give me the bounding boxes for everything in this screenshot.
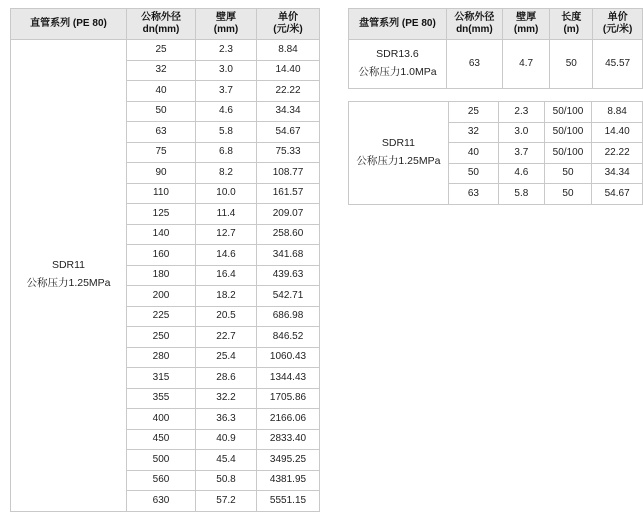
header-outer-diameter-line1: 公称外径 [454,12,495,23]
cell-length: 50 [544,184,592,205]
header-outer-diameter-line2: dn(mm) [142,24,180,35]
cell-unit-price: 686.98 [257,306,320,327]
cell-outer-diameter: 225 [127,306,196,327]
cell-outer-diameter: 63 [448,184,498,205]
cell-wall-thickness: 45.4 [196,450,257,471]
cell-unit-price: 22.22 [257,81,320,102]
coil-pipe-sdr11-panel [348,101,643,205]
cell-outer-diameter: 400 [127,409,196,430]
header-outer-diameter-line1: 公称外径 [141,12,181,23]
series-label-line2: 公称压力1.0MPa [358,66,437,78]
cell-outer-diameter: 140 [127,224,196,245]
cell-unit-price: 4381.95 [257,470,320,491]
cell-outer-diameter: 50 [448,163,498,184]
header-outer-diameter [127,9,196,40]
cell-wall-thickness: 3.0 [196,60,257,81]
cell-outer-diameter: 63 [446,40,502,89]
table-header-row [11,9,320,40]
cell-outer-diameter: 125 [127,204,196,225]
cell-unit-price: 54.67 [257,122,320,143]
cell-outer-diameter: 25 [448,102,498,123]
cell-wall-thickness: 20.5 [196,306,257,327]
cell-unit-price: 341.68 [257,245,320,266]
series-label-cell [349,40,447,89]
cell-wall-thickness: 11.4 [196,204,257,225]
cell-outer-diameter: 315 [127,368,196,389]
header-wall-thickness-line2: (mm) [213,24,239,35]
cell-outer-diameter: 63 [127,122,196,143]
cell-wall-thickness: 4.6 [499,163,545,184]
table-row [11,40,320,61]
cell-outer-diameter: 630 [127,491,196,512]
cell-length: 50/100 [544,122,592,143]
cell-wall-thickness: 22.7 [196,327,257,348]
header-wall-thickness-line2: (mm) [513,24,539,35]
cell-wall-thickness: 18.2 [196,286,257,307]
straight-pipe-panel [10,8,320,512]
cell-unit-price: 2833.40 [257,429,320,450]
cell-outer-diameter: 40 [127,81,196,102]
cell-wall-thickness: 4.6 [196,101,257,122]
header-unit-price-line1: 单价 [278,12,298,23]
cell-unit-price: 1060.43 [257,347,320,368]
series-label-line1: SDR13.6 [376,48,419,61]
cell-wall-thickness: 3.0 [499,122,545,143]
cell-unit-price: 108.77 [257,163,320,184]
cell-outer-diameter: 160 [127,245,196,266]
header-wall-thickness-line1: 壁厚 [216,12,236,23]
table-row [349,40,643,89]
header-wall-thickness [502,9,549,40]
cell-unit-price: 45.57 [593,40,643,89]
cell-unit-price: 14.40 [257,60,320,81]
header-wall-thickness [196,9,257,40]
cell-length: 50 [544,163,592,184]
cell-wall-thickness: 10.0 [196,183,257,204]
series-label-line1: SDR11 [381,136,415,149]
cell-outer-diameter: 50 [127,101,196,122]
cell-outer-diameter: 25 [127,40,196,61]
cell-unit-price: 34.34 [257,101,320,122]
cell-unit-price: 2166.06 [257,409,320,430]
header-unit-price-line1: 单价 [607,12,628,23]
cell-unit-price: 34.34 [592,163,643,184]
cell-outer-diameter: 450 [127,429,196,450]
cell-unit-price: 258.60 [257,224,320,245]
cell-unit-price: 22.22 [592,143,643,164]
cell-unit-price: 439.63 [257,265,320,286]
cell-unit-price: 14.40 [592,122,643,143]
cell-wall-thickness: 14.6 [196,245,257,266]
cell-outer-diameter: 75 [127,142,196,163]
cell-outer-diameter: 560 [127,470,196,491]
header-unit-price [593,9,643,40]
cell-outer-diameter: 180 [127,265,196,286]
cell-wall-thickness: 6.8 [196,142,257,163]
cell-length: 50 [550,40,593,89]
cell-outer-diameter: 355 [127,388,196,409]
cell-wall-thickness: 36.3 [196,409,257,430]
cell-unit-price: 209.07 [257,204,320,225]
cell-outer-diameter: 90 [127,163,196,184]
cell-unit-price: 75.33 [257,142,320,163]
coil-pipe-panel [348,8,643,89]
cell-wall-thickness: 25.4 [196,347,257,368]
cell-unit-price: 3495.25 [257,450,320,471]
coil-pipe-sdr11-table-body [349,102,643,205]
header-series-title: 盘管系列 (PE 80) [349,9,447,40]
coil-pipe-table-head [349,9,643,40]
coil-pipe-sdr11-table [348,101,643,205]
cell-length: 50/100 [544,143,592,164]
cell-unit-price: 8.84 [592,102,643,123]
header-outer-diameter-line2: dn(mm) [456,24,493,35]
straight-pipe-table-head [11,9,320,40]
series-label-line2: 公称压力1.25MPa [356,154,441,167]
coil-pipe-table-body [349,40,643,89]
header-wall-thickness-line1: 壁厚 [516,12,537,23]
cell-wall-thickness: 3.7 [196,81,257,102]
coil-pipe-table [348,8,643,89]
header-unit-price [257,9,320,40]
cell-length: 50/100 [544,102,592,123]
straight-pipe-table-body [11,40,320,512]
header-length-line1: 长度 [561,12,582,23]
series-label-line2: 公称压力1.25MPa [26,277,111,290]
cell-wall-thickness: 16.4 [196,265,257,286]
cell-outer-diameter: 500 [127,450,196,471]
straight-pipe-table [10,8,320,512]
cell-outer-diameter: 32 [127,60,196,81]
cell-outer-diameter: 280 [127,347,196,368]
cell-outer-diameter: 110 [127,183,196,204]
cell-outer-diameter: 32 [448,122,498,143]
cell-unit-price: 54.67 [592,184,643,205]
cell-wall-thickness: 32.2 [196,388,257,409]
cell-unit-price: 5551.15 [257,491,320,512]
cell-wall-thickness: 5.8 [499,184,545,205]
cell-unit-price: 161.57 [257,183,320,204]
cell-wall-thickness: 4.7 [502,40,549,89]
cell-unit-price: 846.52 [257,327,320,348]
cell-wall-thickness: 57.2 [196,491,257,512]
cell-unit-price: 8.84 [257,40,320,61]
header-outer-diameter [446,9,502,40]
cell-wall-thickness: 2.3 [499,102,545,123]
cell-outer-diameter: 250 [127,327,196,348]
header-unit-price-line2: (元/米) [273,24,303,35]
cell-wall-thickness: 3.7 [499,143,545,164]
cell-wall-thickness: 2.3 [196,40,257,61]
series-label-line1: SDR11 [51,259,86,272]
table-row [349,102,643,123]
cell-wall-thickness: 50.8 [196,470,257,491]
cell-wall-thickness: 5.8 [196,122,257,143]
cell-unit-price: 542.71 [257,286,320,307]
cell-unit-price: 1344.43 [257,368,320,389]
cell-wall-thickness: 12.7 [196,224,257,245]
cell-unit-price: 1705.86 [257,388,320,409]
cell-wall-thickness: 28.6 [196,368,257,389]
header-length-line2: (m) [563,24,580,35]
cell-outer-diameter: 200 [127,286,196,307]
header-series-title: 直管系列 (PE 80) [11,9,127,40]
header-unit-price-line2: (元/米) [602,24,633,35]
header-length [550,9,593,40]
cell-outer-diameter: 40 [448,143,498,164]
cell-wall-thickness: 8.2 [196,163,257,184]
cell-wall-thickness: 40.9 [196,429,257,450]
series-label-cell [349,102,449,205]
series-label-cell [11,40,127,512]
table-header-row [349,9,643,40]
